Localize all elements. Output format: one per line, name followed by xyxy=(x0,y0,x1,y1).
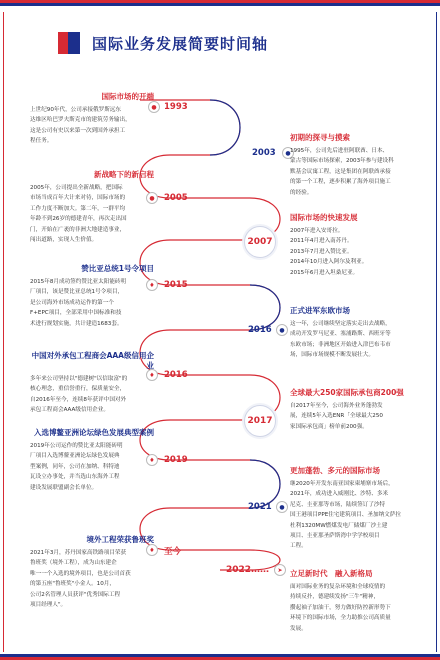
event-heading: 全球最大250家国际承包商200强 xyxy=(290,388,404,397)
event-heading: 正式进军东欧市场 xyxy=(290,306,350,315)
event-body: 上世纪90年代，公司承接俄罗斯远东 达维区哈巴罗夫斯克市的建筑劳务输出， 这是公司有史以来第一次到国外承担工 程任务。 xyxy=(30,107,131,145)
event-card-luban xyxy=(30,535,154,610)
event-heading: 中国对外承包工程商会AAA级信用企业 xyxy=(31,351,154,370)
event-card-2016-credit xyxy=(30,351,154,416)
milestone-icon: ● xyxy=(148,101,160,113)
trophy-icon: ♦ xyxy=(146,369,158,381)
year-marker: 至今 xyxy=(164,547,182,557)
event-card-2007 xyxy=(290,213,420,278)
milestone-icon: ● xyxy=(276,501,288,513)
event-body: 继2020年开发东南亚国家柬埔寨市场后， 2021年，成功进入威刚比、沙特、多米 尼克、圭亚那等市场，陆续签订了沙特 国王港项目PPE住宅建筑项目、圣加纳文萨拉 杜利1320MW燃煤发电厂储煤厂沙土建 项目、圭亚那圣萨斯湾中学学校项目 工程。 xyxy=(290,481,401,550)
trophy-icon: ♦ xyxy=(146,279,158,291)
event-heading: 新战略下的新启程 xyxy=(94,170,154,179)
event-heading: 国际市场的开端 xyxy=(101,92,154,101)
event-card-2005 xyxy=(30,170,154,245)
event-heading: 立足新时代 融入新格局 xyxy=(290,569,373,578)
rocket-icon: ➤ xyxy=(274,564,286,576)
year-marker-circle: 2007 xyxy=(244,226,276,258)
year-marker: 2003 xyxy=(252,148,276,158)
event-card-2019 xyxy=(30,428,154,493)
event-body: 这一年，公司继续坚定落实走出去战略， 成功开发罗马尼亚、塞浦路斯、西班牙等 东欧市场；非洲地区开始进入津巴布韦市 场，国际市场规模不断发展壮大。 xyxy=(290,321,391,359)
event-body: 自2017年至今，公司海外业务蓬勃发 展，连续5年入选ENR「全球最大250 家国际承包商」榜单前200强。 xyxy=(290,403,383,430)
year-marker: 2019 xyxy=(164,455,188,465)
year-marker: 2015 xyxy=(164,280,188,290)
event-card-2016-europe xyxy=(290,306,420,361)
year-marker: 2005 xyxy=(164,193,188,203)
event-card-2017 xyxy=(290,388,420,432)
event-body: 2005年，公司提出全新战略，把国际 市场当成百年大计来对待，国际市场的 工作力度不断加大。第二年，一群平均 年龄不到26岁的德建青年，再次走出国 门，开始在广袤的非洲大地建造事业， 闯出道路，实现人生价值。 xyxy=(30,185,127,244)
event-body: 2021年3月，苏丹国家高铁路项目荣获 鲁班奖（境外工程），成为山东建企 唯一一个入选的境外项目，也是公司首获 的第五座"鲁班奖"小金人。10月， 公司2名管理人员获评"优秀国际工程 项目经理人"。 xyxy=(30,550,131,609)
event-card-2003 xyxy=(290,133,420,198)
year-marker: 2016 xyxy=(164,370,188,380)
event-body: 1995年，公司先后进驻阿联酋、日本、 蒙古等国际市场探索，2003年参与建设科 默基会议寓工程，这是集团在阿联酋承接 的第一个工程，逐步积累了海外项目施工 的经验。 xyxy=(290,148,394,196)
event-body: 2007年进入安哥拉。 2011年4月进入南苏丹。 2013年7月进入赞比亚。 2014年10月进入阿尔及利亚。 2015年6月进入坦桑尼亚。 xyxy=(290,228,368,276)
event-heading: 初期的探寻与摸索 xyxy=(290,133,350,142)
event-heading: 赞比亚总统1号令项目 xyxy=(81,264,154,273)
year-marker: 2016 xyxy=(248,325,272,335)
event-body: 多年来公司坚持以"德建树"以信取富"的 核心理念，重信誉重行，保质量安全， 自2016年至今，连续8年获评中国对外 承包工程商会AAA级信用企业。 xyxy=(30,376,128,414)
page-title: 国际业务发展简要时间轴 xyxy=(92,34,269,53)
milestone-icon: ● xyxy=(282,147,294,159)
trophy-icon: ♦ xyxy=(146,544,158,556)
event-card-2022 xyxy=(290,569,420,634)
event-card-2021 xyxy=(290,466,420,552)
event-card-1993 xyxy=(30,92,154,147)
year-marker: 2021 xyxy=(248,502,272,512)
year-marker: 1993 xyxy=(164,102,188,112)
event-card-2015 xyxy=(30,264,154,329)
event-body: 面对国际业务的复杂环境和全球疫情的 持续反扑，德建续发扬"三牛"精神， 攒起袖子加油干，努力做好防控新形势下 环境下的国际市场，全力助推公司高质量 发展。 xyxy=(290,584,391,632)
milestone-icon: ● xyxy=(146,192,158,204)
event-heading: 境外工程荣获鲁班奖 xyxy=(86,535,154,544)
event-heading: 更加蓬勃、多元的国际市场 xyxy=(290,466,380,475)
event-heading: 入选博鳌亚洲论坛绿色发展典型案例 xyxy=(34,428,154,437)
event-body: 2019年公司运作的赞比亚太阳能砖明 厂项目入选博鳌亚洲论坛绿色发展典 型案例，同年，公司在加纳、科特迪 瓦设立办事处，并当选山东海外工程 建设发展联盟副会长单位。 xyxy=(30,443,123,491)
year-marker: 2022…… xyxy=(226,565,270,575)
milestone-icon: ● xyxy=(276,324,288,336)
trophy-icon: ♦ xyxy=(146,454,158,466)
event-body: 2015年8月成功签约赞比亚太阳能砖明 厂项目，该是赞比亚总统1号令项目， 是公司海外市场成功运作的第一个 F+EPC项目，全部采用中国标准和技 术进行规划实施，共计建造1683套。 xyxy=(30,279,127,327)
event-heading: 国际市场的快速发展 xyxy=(290,213,358,222)
year-marker-circle: 2017 xyxy=(244,405,276,437)
